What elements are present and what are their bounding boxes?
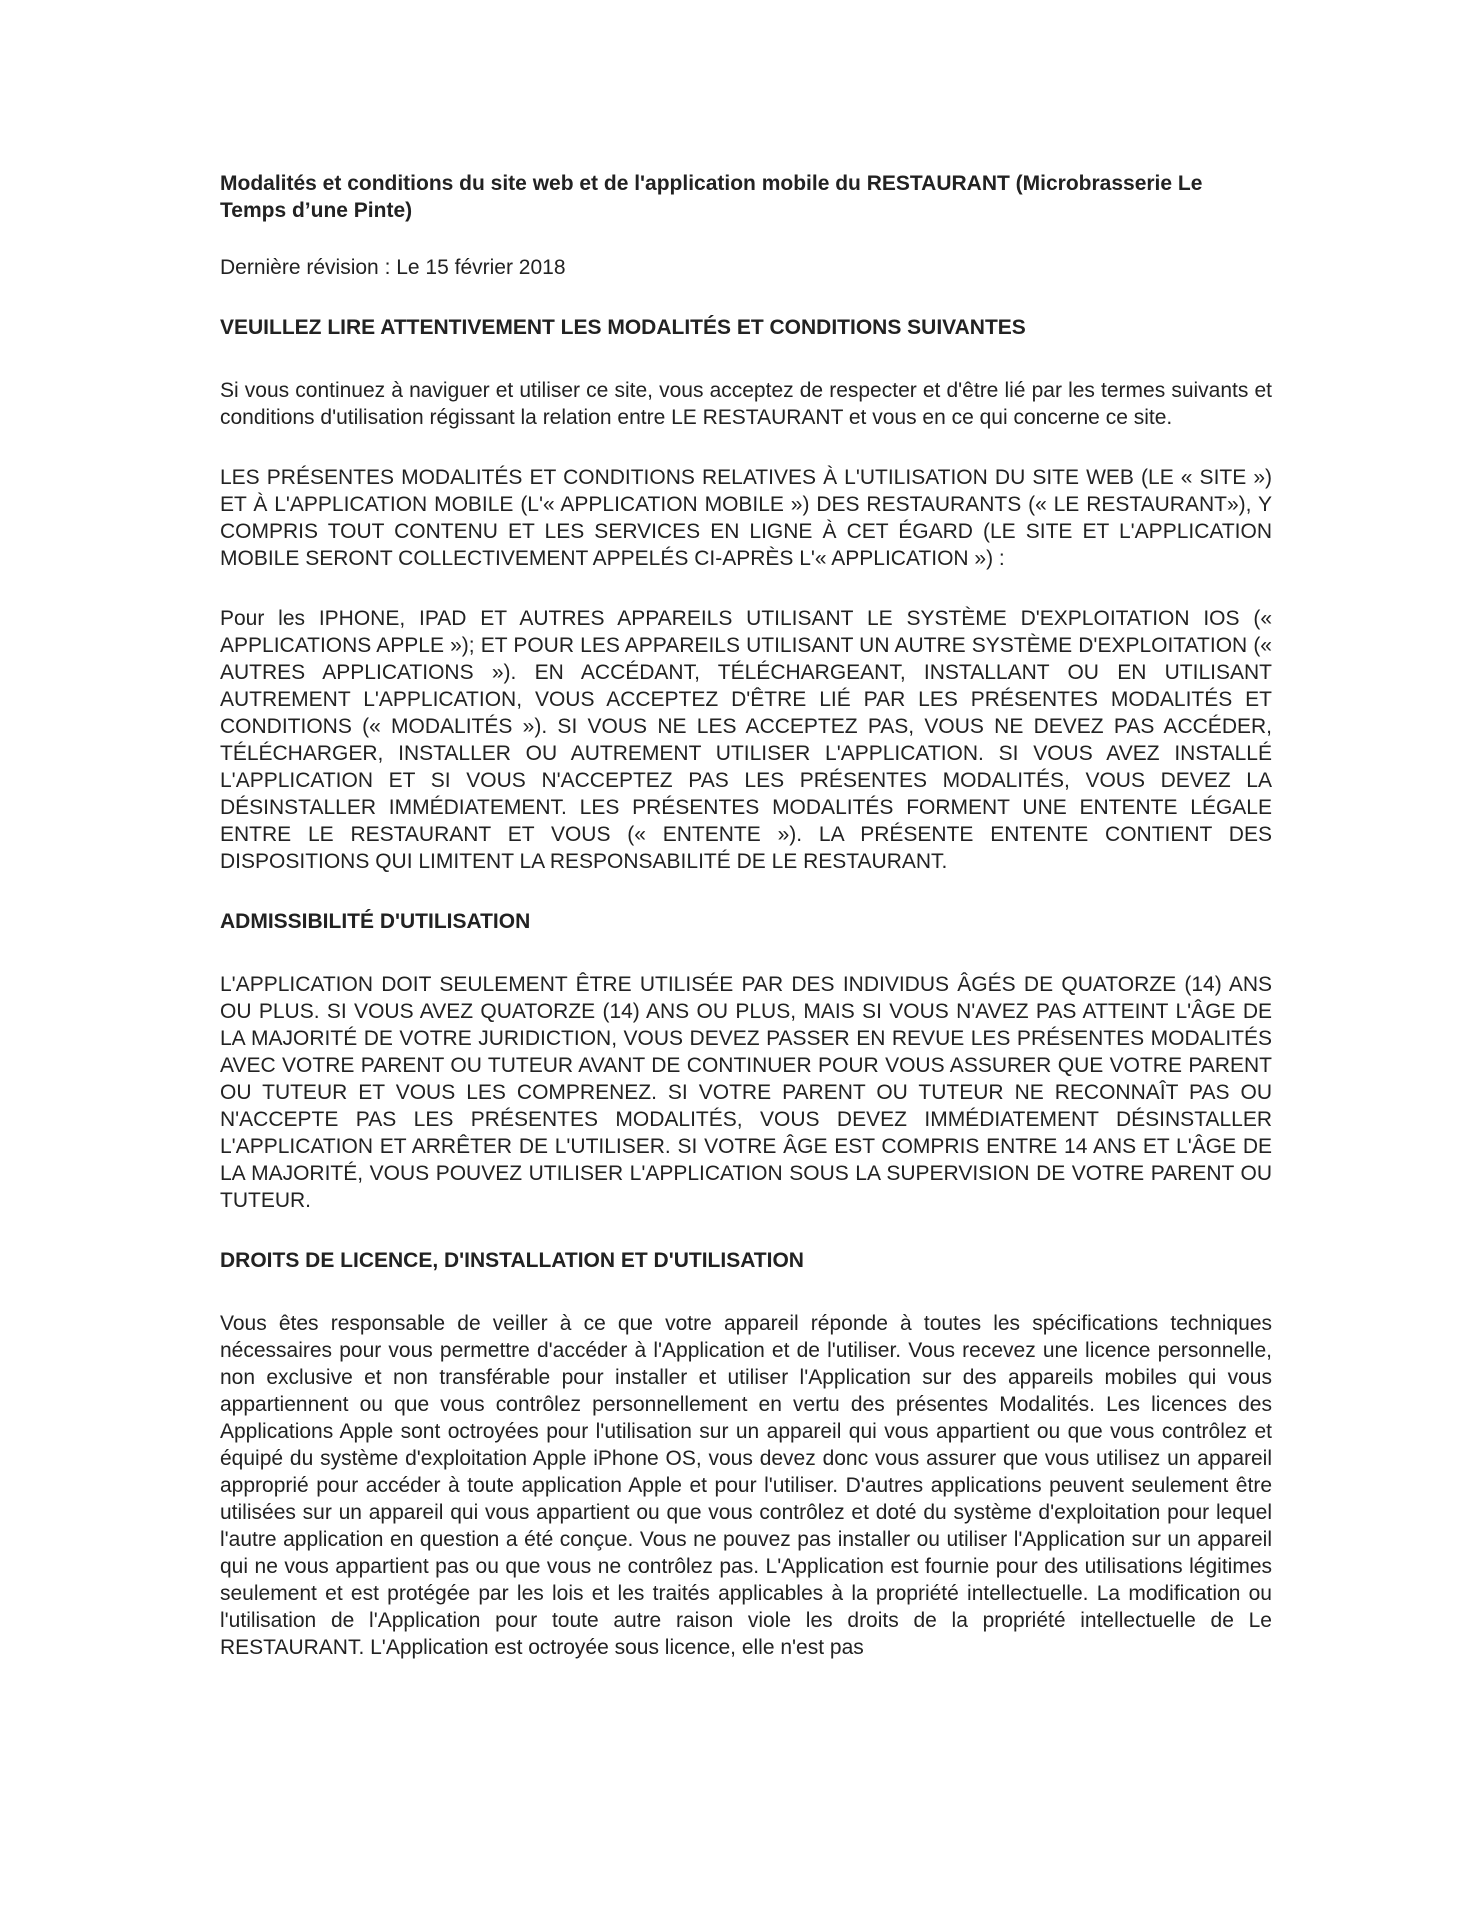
heading-license: DROITS DE LICENCE, D'INSTALLATION ET D'UTILISATION [220, 1249, 804, 1272]
paragraph-devices: Pour les IPHONE, IPAD ET AUTRES APPAREILS UTILISANT LE SYSTÈME D'EXPLOITATION IOS (« APPLICATIONS APPLE »); ET POUR LES APPAREILS UTILISANT UN AUTRE SYSTÈME D'EXPLOITATION (« AUTRES APPLICATIONS »). EN ACCÉDANT, TÉLÉCHARGEANT, INSTALLANT OU EN UTILISANT AUTREMENT L'APPLICATION, VOUS ACCEPTEZ D'ÊTRE LIÉ PAR LES PRÉSENTES MODALITÉS ET CONDITIONS (« MODALITÉS »). SI VOUS NE LES ACCEPTEZ PAS, VOUS NE DEVEZ PAS ACCÉDER, TÉLÉCHARGER, INSTALLER OU AUTREMENT UTILISER L'APPLICATION. SI VOUS AVEZ INSTALLÉ L'APPLICATION ET SI VOUS N'ACCEPTEZ PAS LES PRÉSENTES MODALITÉS, VOUS DEVEZ LA DÉSINSTALLER IMMÉDIATEMENT. LES PRÉSENTES MODALITÉS FORMENT UNE ENTENTE LÉGALE ENTRE LE RESTAURANT ET VOUS (« ENTENTE »). LA PRÉSENTE ENTENTE CONTIENT DES DISPOSITIONS QUI LIMITENT LA RESPONSABILITÉ DE LE RESTAURANT. [220, 607, 1272, 873]
heading-eligibility: ADMISSIBILITÉ D'UTILISATION [220, 910, 531, 933]
revision-date: Dernière révision : Le 15 février 2018 [220, 256, 566, 279]
document-page [220, 170, 1272, 1661]
paragraph-scope: LES PRÉSENTES MODALITÉS ET CONDITIONS RELATIVES À L'UTILISATION DU SITE WEB (LE « SITE ») ET À L'APPLICATION MOBILE (L'« APPLICATION MOBILE ») DES RESTAURANTS (« LE RESTAURANT»), Y COMPRIS TOUT CONTENU ET LES SERVICES EN LIGNE À CET ÉGARD (LE SITE ET L'APPLICATION MOBILE SERONT COLLECTIVEMENT APPELÉS CI-APRÈS L'« APPLICATION ») : [220, 466, 1272, 570]
paragraph-eligibility: L'APPLICATION DOIT SEULEMENT ÊTRE UTILISÉE PAR DES INDIVIDUS ÂGÉS DE QUATORZE (14) ANS OU PLUS. SI VOUS AVEZ QUATORZE (14) ANS OU PLUS, MAIS SI VOUS N'AVEZ PAS ATTEINT L'ÂGE DE LA MAJORITÉ DE VOTRE JURIDICTION, VOUS DEVEZ PASSER EN REVUE LES PRÉSENTES MODALITÉS AVEC VOTRE PARENT OU TUTEUR AVANT DE CONTINUER POUR VOUS ASSURER QUE VOTRE PARENT OU TUTEUR ET VOUS LES COMPRENEZ. SI VOTRE PARENT OU TUTEUR NE RECONNAÎT PAS OU N'ACCEPTE PAS LES PRÉSENTES MODALITÉS, VOUS DEVEZ IMMÉDIATEMENT DÉSINSTALLER L'APPLICATION ET ARRÊTER DE L'UTILISER. SI VOTRE ÂGE EST COMPRIS ENTRE 14 ANS ET L'ÂGE DE LA MAJORITÉ, VOUS POUVEZ UTILISER L'APPLICATION SOUS LA SUPERVISION DE VOTRE PARENT OU TUTEUR. [220, 973, 1272, 1212]
document-title: Modalités et conditions du site web et de l'application mobile du RESTAURANT (Microbrasserie Le Temps d’une Pinte) [220, 172, 1203, 222]
heading-intro: VEUILLEZ LIRE ATTENTIVEMENT LES MODALITÉS ET CONDITIONS SUIVANTES [220, 316, 1026, 339]
paragraph-license: Vous êtes responsable de veiller à ce que votre appareil réponde à toutes les spécifications techniques nécessaires pour vous permettre d'accéder à l'Application et de l'utiliser. Vous recevez une licence personnelle, non exclusive et non transférable pour installer et utiliser l'Application sur des appareils mobiles qui vous appartiennent ou que vous contrôlez personnellement en vertu des présentes Modalités. Les licences des Applications Apple sont octroyées pour l'utilisation sur un appareil qui vous appartient ou que vous contrôlez et équipé du système d'exploitation Apple iPhone OS, vous devez donc vous assurer que vous utilisez un appareil approprié pour accéder à toute application Apple et pour l'utiliser. D'autres applications peuvent seulement être utilisées sur un appareil qui vous appartient ou que vous contrôlez et doté du système d'exploitation pour lequel l'autre application en question a été conçue. Vous ne pouvez pas installer ou utiliser l'Application sur un appareil qui ne vous appartient pas ou que vous ne contrôlez pas. L'Application est fournie pour des utilisations légitimes seulement et est protégée par les lois et les traités applicables à la propriété intellectuelle. La modification ou l'utilisation de l'Application pour toute autre raison viole les droits de la propriété intellectuelle de Le RESTAURANT. L'Application est octroyée sous licence, elle n'est pas [220, 1312, 1272, 1659]
paragraph-intro: Si vous continuez à naviguer et utiliser ce site, vous acceptez de respecter et d'être lié par les termes suivants et conditions d'utilisation régissant la relation entre LE RESTAURANT et vous en ce qui concerne ce site. [220, 379, 1272, 429]
